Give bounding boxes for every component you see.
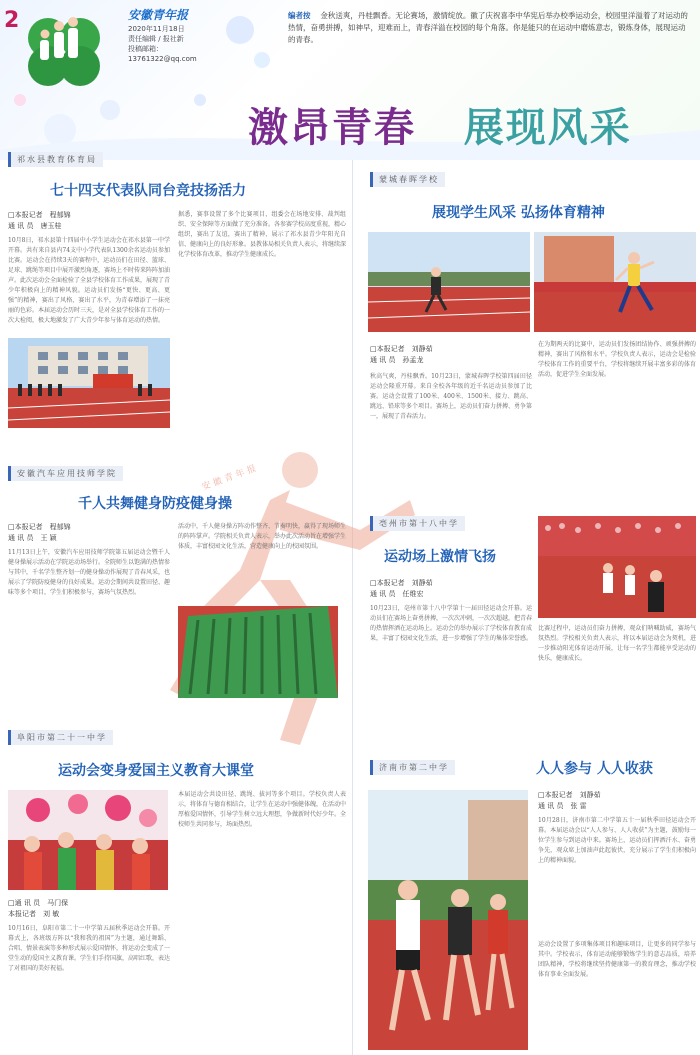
article-body-2a: 11月13日上午，安徽汽车应用技师学院第五届运动会暨千人健身操展示活动在学院运动场举行。全院师生以饱满的热情参与其中，千名学生整齐划一的健身操动作展现了青春风采，也展示了学院防疫健身的良好成果。运动会期间共设置田径、趣味等多个项目，学生们积极参与，赛场气氛热烈。 [8, 549, 170, 596]
field-crowd-icon [178, 606, 338, 698]
article-photo-2 [178, 606, 338, 698]
article-headline-5: 运动场上激情飞扬 [384, 549, 496, 565]
section-label-1: 祁水县教育体育局 [8, 152, 103, 167]
contact-email: 13761322@qq.com [128, 55, 197, 63]
editor-note-text: 金秋送爽，丹桂飘香。无论赛场，激情绽放。徽了庆祝喜李中华宪后举办校季运动会，校园里洋溢着了对运动的热情，奋勇拼搏，如神早，迎难而上，青春洋溢在校园的每个角落。你是能只的在运动中磨炼意志，锻炼身体，展现运动的青春。 [288, 11, 688, 44]
race-crowd-icon [538, 516, 696, 618]
article-photo-1 [8, 338, 170, 428]
article-byline-3 [8, 898, 108, 920]
page-title [248, 96, 632, 153]
paper-name: 安徽青年报 [128, 8, 189, 22]
article-body-4b: 在为期两天的比赛中，运动员们发扬团结协作、顽强拼搏的精神，赛出了风格和水平。学校负责人表示，运动会是检验学校体育工作的重要平台，学校将继续开展丰富多彩的体育活动，促进学生全面发展。 [538, 341, 696, 378]
reporter-line: □本报记者 刘静茹 [370, 345, 433, 353]
article-body-3a: 10月16日，阜阳市第二十一中学第五届秋季运动会开幕。开幕式上，各班级方阵以“我和我的祖国”为主题，通过舞蹈、合唱、情景表演等多种形式展示爱国情怀，将运动会变成了一堂生动的爱国主义教育课。学生们手持国旗，高唱红歌，表达了对祖国的美好祝福。 [8, 925, 170, 972]
school-building-icon [8, 338, 170, 428]
article-byline-5 [370, 578, 470, 600]
sprinter-icon [534, 232, 696, 332]
section-label-3: 阜阳市第二十一中学 [8, 730, 113, 745]
correspondent-line: 通 讯 员 张 雷 [538, 802, 587, 810]
watermark-text: 安徽青年报 [200, 462, 261, 493]
correspondent-line: 通 讯 员 任维宏 [370, 590, 424, 598]
article-photo-6 [368, 790, 528, 1050]
editor-note-label: 编者按 [288, 11, 311, 20]
date-line: 2020年11月18日 [128, 25, 185, 33]
editor-note [288, 10, 688, 46]
editor-line: 责任编辑 / 报社新 [128, 35, 184, 43]
section-label-2: 安徽汽车应用技师学院 [8, 466, 123, 481]
article-headline-3: 运动会变身爱国主义教育大课堂 [58, 763, 254, 779]
article-body-1a: 10月8日，祁水县第十四届中小学生运动会在祁水县第一中学开幕。共有来自县内74支中小学代表队1300余名运动员参加比赛。运动会在持续3天的赛程中，运动员们在田径、篮球、足球、跳绳等项目中展开激烈角逐，赛场上不时传来阵阵加油声。此次运动会全面检验了全县学校体育工作成果，展现了青少年积极向上的精神风貌。运动员们发扬“更快、更高、更强”的精神，赛出了风格，赛出了水平，为青春增添了一抹亮丽的色彩。本届运动会历时三天，是对全县学校体育工作的一次大检阅，极大地激发了广大青少年参与体育运动的热情。 [8, 237, 170, 324]
balloons-crowd-icon [8, 790, 168, 890]
article-body-5b: 比赛过程中，运动员们奋力拼搏，观众们呐喊助威，赛场气氛热烈。学校相关负责人表示，将以本届运动会为契机，进一步推动阳光体育运动开展，让每一名学生都能享受运动的快乐，健康成长。 [538, 625, 696, 662]
reporter-line: □通 讯 员 马门保 [8, 899, 69, 907]
masthead-meta [128, 24, 197, 64]
correspondent-line: 通 讯 员 唐玉桂 [8, 222, 62, 230]
correspondent-line: 通 讯 员 孙孟龙 [370, 356, 424, 364]
article-photo-5 [538, 516, 696, 618]
correspondent-line: 通 讯 员 王 颖 [8, 534, 57, 542]
article-photo-4b [534, 232, 696, 332]
article-headline-4: 展现学生风采 弘扬体育精神 [432, 205, 605, 221]
article-headline-2: 千人共舞健身防疫健身操 [78, 496, 232, 512]
clover-logo-icon [18, 10, 113, 90]
article-headline-6: 人人参与 人人收获 [536, 761, 653, 777]
section-label-5: 亳州市第十八中学 [370, 516, 465, 531]
article-photo-4a [368, 232, 530, 332]
reporter-line: □本报记者 刘静茹 [538, 791, 601, 799]
article-photo-3 [8, 790, 168, 890]
article-byline-4 [370, 344, 470, 366]
section-label-4: 蒙城春晖学校 [370, 172, 445, 187]
section-label-6: 济南市第二中学 [370, 760, 455, 775]
article-byline-1 [8, 210, 98, 232]
runner-track-icon [368, 232, 530, 332]
article-body-5a: 10月23日，亳州市第十八中学第十一届田径运动会开幕。运动员们在赛场上奋勇拼搏，一次次冲刺，一次次超越，把青春的热情挥洒在运动场上。运动会的举办展示了学校体育教育成果，丰富了校园文化生活，进一步增强了学生的集体荣誉感。 [370, 605, 532, 642]
article-body-3b: 本届运动会共设田径、跳绳、拔河等多个项目。学校负责人表示，将体育与德育相结合，让学生在运动中强健体魄，在活动中厚植爱国情怀，引导学生树立远大理想，争做新时代好少年。全校师生共同参与，场面热烈。 [178, 791, 346, 828]
article-body-4a: 秋高气爽，丹桂飘香。10月23日，蒙城春晖学校第四届田径运动会隆重开幕。来自全校各年级的近千名运动员参加了比赛。运动会设置了100米、400米、1500米、接力、跳高、跳远、铅球等多个项目。赛场上，运动员们奋力拼搏、勇争第一，展现了青春活力。 [370, 373, 532, 420]
reporter-line: □本报记者 程郁锦 [8, 211, 71, 219]
article-byline-6 [538, 790, 638, 812]
reporter-line: □本报记者 程郁锦 [8, 523, 71, 531]
correspondent-line: 本报记者 刘 敏 [8, 910, 60, 918]
article-body-6a: 10月28日，济南市第二中学第五十一届秋季田径运动会开幕。本届运动会以“人人参与、人人收获”为主题，鼓励每一位学生参与到运动中来。赛场上，运动员们挥洒汗水、奋勇争先，观众席上加油声此起彼伏，充分展示了学生们积极向上的精神面貌。 [538, 817, 696, 864]
article-headline-1: 七十四支代表队同台竞技扬活力 [50, 183, 246, 199]
page-title-part2: 展现风采 [463, 105, 632, 151]
page-title-part1: 激昂青春 [248, 105, 416, 151]
article-body-6b: 运动会设置了多项集体项目和趣味项目，让更多的同学参与其中。学校表示，体育运动能够锻炼学生的意志品质，培养团队精神，学校将继续坚持健康第一的教育理念，推动学校体育事业全面发展。 [538, 941, 696, 978]
article-byline-2 [8, 522, 98, 544]
contact-label: 投稿邮箱： [128, 45, 163, 53]
runners-group-icon [368, 790, 528, 1050]
article-body-2b: 活动中，千人健身操方阵动作整齐、节奏明快，赢得了现场师生的阵阵掌声。学院相关负责人表示，举办此次活动旨在增强学生体质，丰富校园文化生活，营造健康向上的校园氛围。 [178, 523, 346, 550]
page-number: 2 [4, 8, 20, 33]
reporter-line: □本报记者 刘静茹 [370, 579, 433, 587]
article-body-1b: 据悉，赛事设置了多个比赛项目，组委会在场地安排、裁判组织、安全保障等方面做了充分准备。各参赛学校高度重视，精心组织，赛出了友谊，赛出了精神，展示了祁水县青少年阳光自信、健康向上的良好形象。县教体局相关负责人表示，将继续深化学校体育改革，推动学生健康成长。 [178, 211, 346, 258]
